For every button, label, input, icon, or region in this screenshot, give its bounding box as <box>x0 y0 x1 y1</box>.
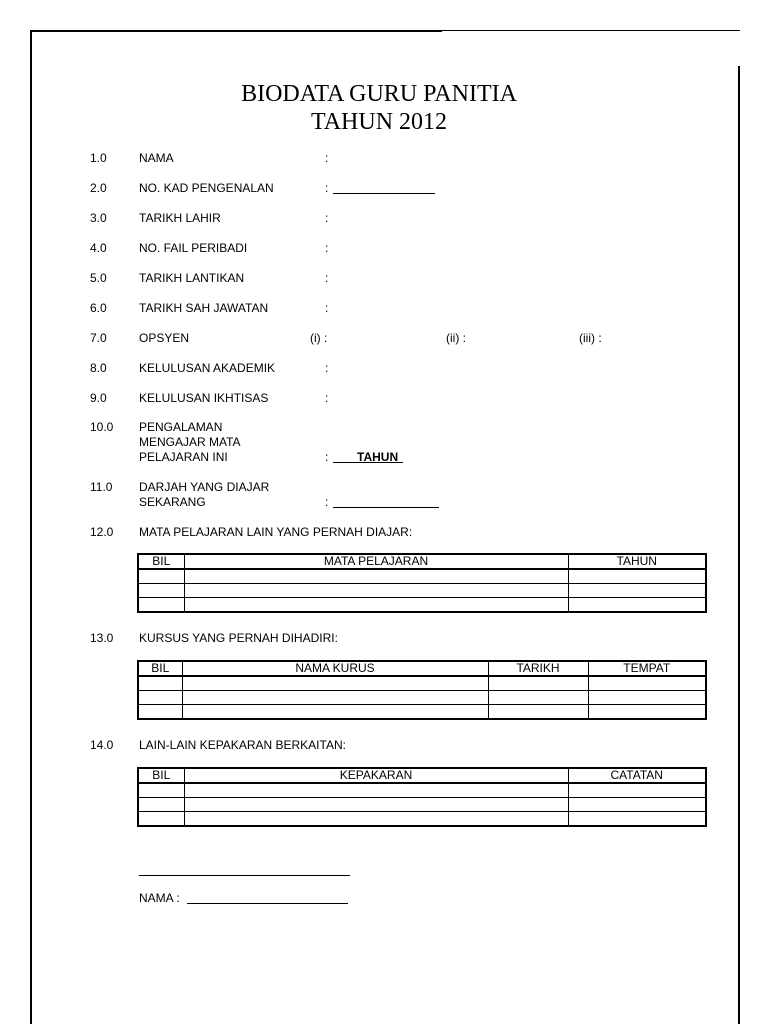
table-row <box>138 812 706 827</box>
page-subtitle: TAHUN 2012 <box>310 109 448 135</box>
item-colon: : <box>325 391 329 405</box>
table-kepakaran <box>137 767 707 827</box>
table-kursus <box>137 660 707 720</box>
cell[interactable] <box>588 676 706 691</box>
header-bil: BIL <box>138 768 184 783</box>
table-mata-pelajaran <box>137 553 707 613</box>
header-kepakaran: KEPAKARAN <box>184 768 568 783</box>
cell[interactable] <box>138 798 184 812</box>
item-number: 9.0 <box>90 391 107 405</box>
item-label-pengalaman-3: PELAJARAN INI <box>139 450 228 464</box>
table-header-row <box>138 554 706 569</box>
item-number: 8.0 <box>90 361 107 375</box>
cell[interactable] <box>138 598 184 613</box>
opsyen-option-2: (ii) : <box>446 331 466 345</box>
cell[interactable] <box>568 798 706 812</box>
cell[interactable] <box>588 691 706 705</box>
cell[interactable] <box>568 598 706 613</box>
item-number: 11.0 <box>90 480 113 494</box>
cell[interactable] <box>488 676 588 691</box>
cell[interactable] <box>184 783 568 798</box>
header-mata-pelajaran: MATA PELAJARAN <box>184 554 568 569</box>
item-number: 12.0 <box>90 525 114 539</box>
header-tahun: TAHUN <box>568 554 706 569</box>
table-header-row <box>138 768 706 783</box>
item-label-pengalaman-1: PENGALAMAN <box>139 420 223 434</box>
cell[interactable] <box>182 705 488 720</box>
header-tempat: TEMPAT <box>588 661 706 676</box>
header-tarikh: TARIKH <box>488 661 588 676</box>
opsyen-option-1: (i) : <box>310 331 328 345</box>
answer-line <box>333 193 435 194</box>
footer-name-line[interactable] <box>187 903 348 904</box>
table-row <box>138 598 706 613</box>
page-title: BIODATA GURU PANITIA <box>241 81 517 107</box>
cell[interactable] <box>184 798 568 812</box>
item-label-kursus: KURSUS YANG PERNAH DIHADIRI: <box>139 631 338 645</box>
item-number: 1.0 <box>90 151 107 165</box>
table-row <box>138 691 706 705</box>
cell[interactable] <box>184 812 568 827</box>
item-label-darjah-1: DARJAH YANG DIAJAR <box>139 480 270 494</box>
item-colon: : <box>325 495 329 509</box>
cell[interactable] <box>138 676 182 691</box>
cell[interactable] <box>588 705 706 720</box>
cell[interactable] <box>568 783 706 798</box>
item-label-kad-pengenalan: NO. KAD PENGENALAN <box>139 181 274 195</box>
pengalaman-unit: TAHUN <box>357 450 399 464</box>
item-label-darjah-2: SEKARANG <box>139 495 206 509</box>
table-row <box>138 584 706 598</box>
header-nama-kurus: NAMA KURUS <box>182 661 488 676</box>
cell[interactable] <box>138 812 184 827</box>
item-colon: : <box>325 450 329 464</box>
item-label-tarikh-lahir: TARIKH LAHIR <box>139 211 221 225</box>
table-row <box>138 783 706 798</box>
opsyen-option-3: (iii) : <box>579 331 602 345</box>
signature-line[interactable] <box>139 875 350 876</box>
header-bil: BIL <box>138 554 184 569</box>
cell[interactable] <box>568 812 706 827</box>
cell[interactable] <box>138 783 184 798</box>
item-colon: : <box>325 271 329 285</box>
top-border-thin <box>442 30 740 31</box>
cell[interactable] <box>182 691 488 705</box>
item-number: 6.0 <box>90 301 107 315</box>
cell[interactable] <box>182 676 488 691</box>
item-number: 3.0 <box>90 211 107 225</box>
item-number: 5.0 <box>90 271 107 285</box>
cell[interactable] <box>568 569 706 584</box>
item-colon: : <box>325 301 329 315</box>
item-label-mata-pelajaran-lain: MATA PELAJARAN LAIN YANG PERNAH DIAJAR: <box>139 525 413 539</box>
item-label-tarikh-lantikan: TARIKH LANTIKAN <box>139 271 245 285</box>
item-label-kelulusan-ikhtisas: KELULUSAN IKHTISAS <box>139 391 269 405</box>
item-label-nama: NAMA <box>139 151 174 165</box>
item-label-opsyen: OPSYEN <box>139 331 190 345</box>
header-catatan: CATATAN <box>568 768 706 783</box>
item-colon: : <box>325 361 329 375</box>
item-number: 13.0 <box>90 631 114 645</box>
cell[interactable] <box>138 569 184 584</box>
table-row <box>138 798 706 812</box>
left-border <box>30 30 32 1024</box>
item-label-fail-peribadi: NO. FAIL PERIBADI <box>139 241 248 255</box>
cell[interactable] <box>138 705 182 720</box>
table-row <box>138 676 706 691</box>
table-row <box>138 705 706 720</box>
top-border-thick <box>30 30 442 32</box>
footer-name-label: NAMA : <box>139 891 180 905</box>
cell[interactable] <box>138 584 184 598</box>
item-label-kelulusan-akademik: KELULUSAN AKADEMIK <box>139 361 276 375</box>
item-number: 14.0 <box>90 738 114 752</box>
item-number: 4.0 <box>90 241 107 255</box>
table-header-row <box>138 661 706 676</box>
cell[interactable] <box>138 691 182 705</box>
cell[interactable] <box>184 569 568 584</box>
table-row <box>138 569 706 584</box>
item-colon: : <box>325 241 329 255</box>
item-number: 7.0 <box>90 331 107 345</box>
item-label-pengalaman-2: MENGAJAR MATA <box>139 435 241 449</box>
cell[interactable] <box>488 691 588 705</box>
item-colon: : <box>325 181 329 195</box>
item-number: 2.0 <box>90 181 107 195</box>
header-bil: BIL <box>138 661 182 676</box>
item-colon: : <box>325 211 329 225</box>
item-number: 10.0 <box>90 420 114 434</box>
cell[interactable] <box>184 584 568 598</box>
answer-line <box>333 507 439 508</box>
item-label-tarikh-sah-jawatan: TARIKH SAH JAWATAN <box>139 301 269 315</box>
right-border <box>738 66 740 1024</box>
item-label-kepakaran: LAIN-LAIN KEPAKARAN BERKAITAN: <box>139 738 346 752</box>
item-colon: : <box>325 151 329 165</box>
cell[interactable] <box>568 584 706 598</box>
cell[interactable] <box>184 598 568 613</box>
cell[interactable] <box>488 705 588 720</box>
